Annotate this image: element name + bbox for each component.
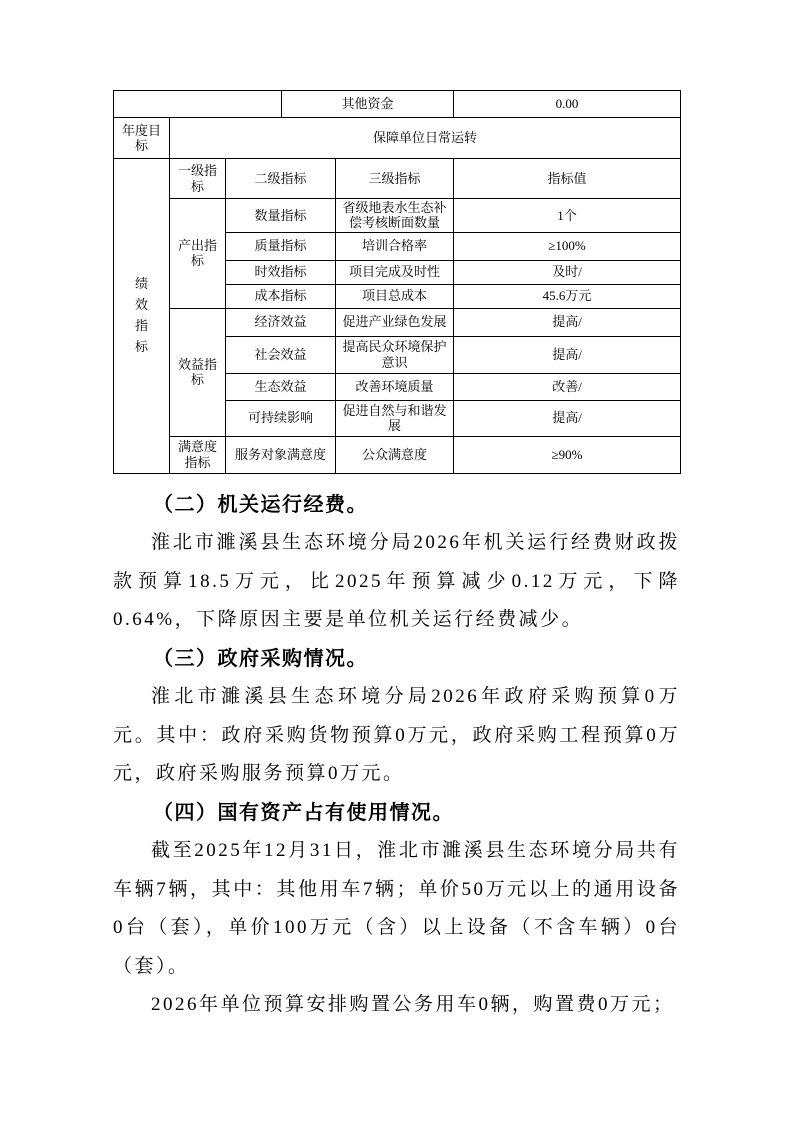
indicator-value: 1个 bbox=[454, 199, 681, 233]
indicator-l3: 项目总成本 bbox=[336, 284, 454, 308]
indicator-value: 改善/ bbox=[454, 373, 681, 400]
indicator-l2: 生态效益 bbox=[226, 373, 336, 400]
empty-cell bbox=[114, 91, 282, 118]
table-row bbox=[114, 118, 681, 159]
indicator-l2: 成本指标 bbox=[226, 284, 336, 308]
table-row bbox=[114, 308, 681, 336]
indicator-l2: 可持续影响 bbox=[226, 400, 336, 436]
paragraph: 淮北市濉溪县生态环境分局2026年政府采购预算0万元。其中：政府采购货物预算0万元，政府采购工程预算0万元，政府采购服务预算0万元。 bbox=[113, 686, 680, 785]
indicator-l3: 项目完成及时性 bbox=[336, 260, 454, 284]
indicator-l3: 公众满意度 bbox=[336, 436, 454, 473]
document-content bbox=[113, 90, 680, 1025]
indicator-l3: 省级地表水生态补偿考核断面数量 bbox=[336, 199, 454, 233]
indicator-value: 及时/ bbox=[454, 260, 681, 284]
table-row bbox=[114, 91, 681, 118]
annual-goal-table bbox=[113, 117, 681, 159]
table-row bbox=[114, 436, 681, 473]
paragraph: 2026年单位预算安排购置公务用车0辆，购置费0万元； bbox=[151, 994, 675, 1016]
indicator-l3: 提高民众环境保护意识 bbox=[336, 336, 454, 373]
indicator-value: 提高/ bbox=[454, 308, 681, 336]
annual-goal-value: 保障单位日常运转 bbox=[170, 118, 681, 159]
col-header-level2: 二级指标 bbox=[226, 159, 336, 199]
other-funds-value: 0.00 bbox=[454, 91, 681, 118]
col-header-level3: 三级指标 bbox=[336, 159, 454, 199]
indicator-value: 45.6万元 bbox=[454, 284, 681, 308]
body-text bbox=[113, 486, 680, 1025]
group-benefit-indicators: 效益指标 bbox=[170, 308, 226, 436]
performance-indicators-table bbox=[113, 158, 681, 474]
indicator-l2: 数量指标 bbox=[226, 199, 336, 233]
indicator-l2: 质量指标 bbox=[226, 232, 336, 260]
group-output-indicators: 产出指标 bbox=[170, 199, 226, 309]
indicator-l3: 改善环境质量 bbox=[336, 373, 454, 400]
col-header-level1: 一级指标 bbox=[170, 159, 226, 199]
indicator-value: ≥100% bbox=[454, 232, 681, 260]
section-heading-4: （四）国有资产占有使用情况。 bbox=[153, 801, 454, 824]
indicator-l3: 促进自然与和谐发展 bbox=[336, 400, 454, 436]
group-satisfaction-indicators: 满意度指标 bbox=[170, 436, 226, 473]
indicator-value: 提高/ bbox=[454, 400, 681, 436]
indicator-l3: 培训合格率 bbox=[336, 232, 454, 260]
col-header-value: 指标值 bbox=[454, 159, 681, 199]
indicator-l2: 服务对象满意度 bbox=[226, 436, 336, 473]
other-funds-label: 其他资金 bbox=[282, 91, 454, 118]
funding-table-continuation bbox=[113, 90, 681, 118]
indicator-value: 提高/ bbox=[454, 336, 681, 373]
indicator-l2: 社会效益 bbox=[226, 336, 336, 373]
paragraph: 淮北市濉溪县生态环境分局2026年机关运行经费财政拨款预算18.5万元，比2025年预算减少0.12万元，下降0.64%，下降原因主要是单位机关运行经费减少。 bbox=[113, 532, 680, 631]
section-heading-3: （三）政府采购情况。 bbox=[153, 647, 368, 670]
indicator-l2: 经济效益 bbox=[226, 308, 336, 336]
indicator-value: ≥90% bbox=[454, 436, 681, 473]
table-header-row bbox=[114, 159, 681, 199]
performance-indicators-label bbox=[114, 159, 170, 474]
section-heading-2: （二）机关运行经费。 bbox=[153, 493, 368, 516]
paragraph: 截至2025年12月31日，淮北市濉溪县生态环境分局共有车辆7辆，其中：其他用车7辆；单价50万元以上的通用设备0台（套），单价100万元（含）以上设备（不含车辆）0台（套）。 bbox=[113, 840, 680, 977]
vertical-label: 绩效指标 bbox=[134, 276, 148, 354]
indicator-l3: 促进产业绿色发展 bbox=[336, 308, 454, 336]
indicator-l2: 时效指标 bbox=[226, 260, 336, 284]
annual-goal-label: 年度目标 bbox=[114, 118, 170, 159]
table-row bbox=[114, 199, 681, 233]
